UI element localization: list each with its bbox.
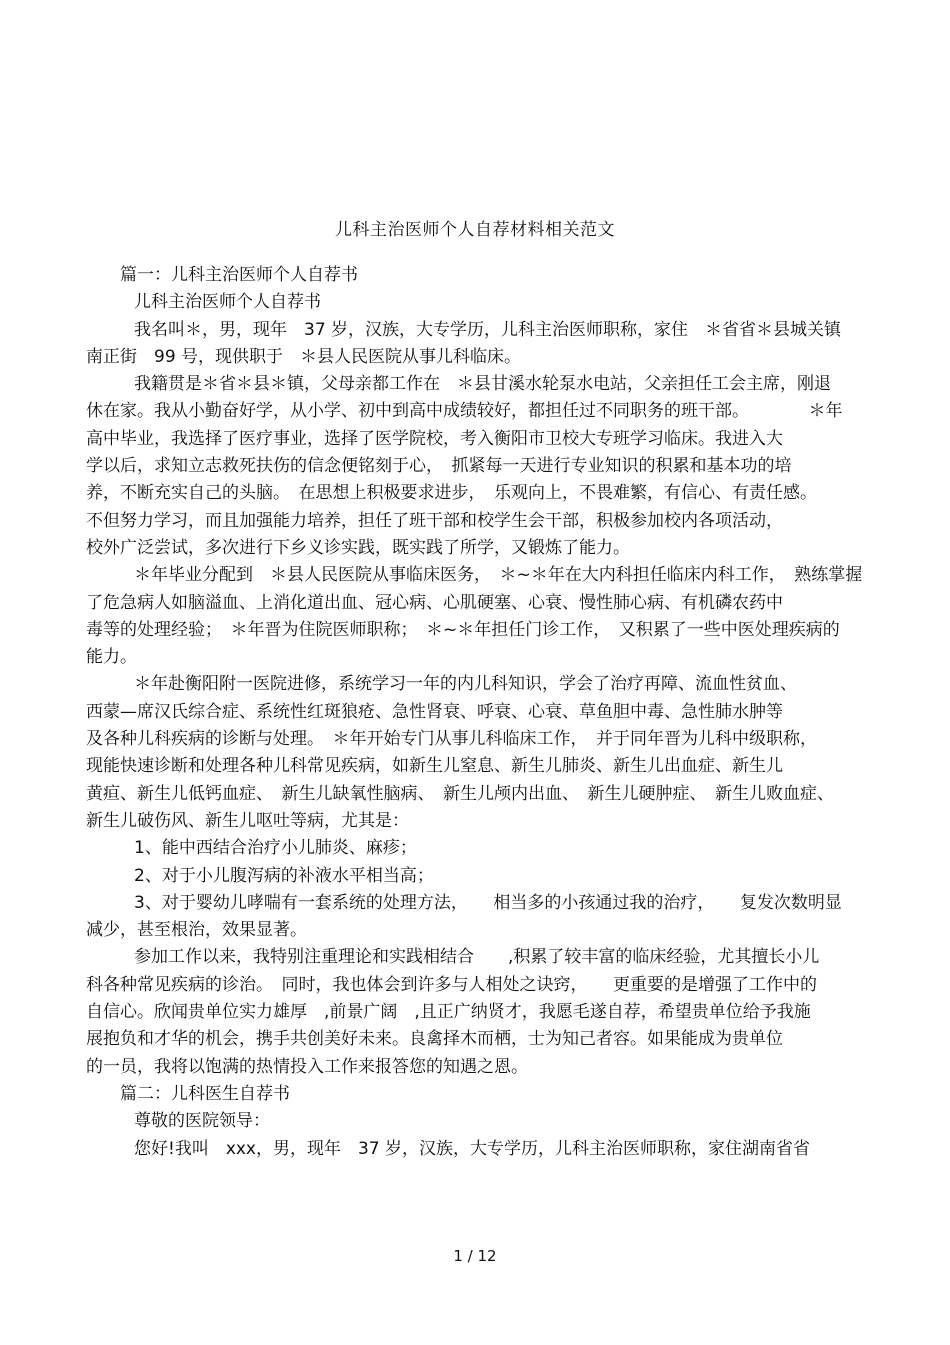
text-line: ＊年赴衡阳附一医院进修，系统学习一年的内儿科知识，学会了治疗再障、流血性贫血、 xyxy=(134,674,797,695)
text-line: 南正街 99 号，现供职于 ＊县人民医院从事儿科临床。 xyxy=(86,346,522,367)
text-line: 3、对于婴幼儿哮喘有一套系统的处理方法， 相当多的小孩通过我的治疗， 复发次数明显 xyxy=(134,892,842,913)
text-line: 不但努力学习，而且加强能力培养，担任了班干部和校学生会干部，积极参加校内各项活动， xyxy=(86,510,783,531)
text-line: 篇二：儿科医生自荐书 xyxy=(120,1083,290,1104)
text-line: 现能快速诊断和处理各种儿科常见疾病，如新生儿窒息、新生儿肺炎、新生儿出血症、新生儿 xyxy=(86,756,783,777)
text-line: 了危急病人如脑溢血、上消化道出血、冠心病、心肌硬塞、心衰、慢性肺心病、有机磷农药中 xyxy=(86,592,783,613)
text-line: 的一员，我将以饱满的热情投入工作来报答您的知遇之恩。 xyxy=(86,1056,528,1077)
text-line: 西蒙—席汉氏综合症、系统性红斑狼疮、急性肾衰、呼衰、心衰、草鱼胆中毒、急性肺水肿等 xyxy=(86,701,783,722)
document-body xyxy=(86,262,866,1163)
text-line: 自信心。欣闻贵单位实力雄厚 ,前景广阔 ,且正广纳贤才，我愿毛遂自荐，希望贵单位给予我施 xyxy=(86,1002,811,1023)
text-line: 及各种儿科疾病的诊断与处理。 ＊年开始专门从事儿科临床工作， 并于同年晋为儿科中级职称， xyxy=(86,729,817,750)
text-line: 校外广泛尝试，多次进行下乡义诊实践，既实践了所学，又锻炼了能力。 xyxy=(86,537,630,558)
text-line: 我名叫＊，男，现年 37 岁，汉族，大专学历，儿科主治医师职称，家住 ＊省省＊县城关镇 xyxy=(134,319,842,340)
document-title: 儿科主治医师个人自荐材料相关范文 xyxy=(335,220,615,240)
text-line: ＊年毕业分配到 ＊县人民医院从事临床医务， ＊~＊年在大内科担任临床内科工作， 熟练掌握 xyxy=(134,565,863,586)
text-line: 您好!我叫 xxx，男，现年 37 岁，汉族，大专学历，儿科主治医师职称，家住湖南省省 xyxy=(134,1138,811,1159)
text-line: 休在家。我从小勤奋好学，从小学、初中到高中成绩较好，都担任过不同职务的班干部。 ＊年 xyxy=(86,401,843,422)
text-line: 展抱负和才华的机会，携手共创美好未来。良禽择木而栖，士为知己者容。如果能成为贵单位 xyxy=(86,1029,783,1050)
text-line: 儿科主治医师个人自荐书 xyxy=(134,292,321,313)
text-line: 黄疸、新生儿低钙血症、 新生儿缺氧性脑病、 新生儿颅内出血、 新生儿硬肿症、 新生儿败血症、 xyxy=(86,783,834,804)
text-line: 养，不断充实自己的头脑。 在思想上积极要求进步， 乐观向上，不畏难繁，有信心、有责任感。 xyxy=(86,483,817,504)
text-line: 减少，甚至根治，效果显著。 xyxy=(86,920,307,941)
text-line: 2、对于小儿腹泻病的补液水平相当高； xyxy=(134,865,434,886)
text-line: 毒等的处理经验； ＊年晋为住院医师职称； ＊~＊年担任门诊工作， 又积累了一些中医处理疾病的 xyxy=(86,619,840,640)
text-line: 篇一：儿科主治医师个人自荐书 xyxy=(120,265,358,285)
text-line: 尊敬的医院领导： xyxy=(134,1111,270,1132)
text-line: 科各种常见疾病的诊治。 同时，我也体会到许多与人相处之诀窍， 更重要的是增强了工作中的 xyxy=(86,974,817,995)
text-line: 能力。 xyxy=(86,647,137,668)
text-line: 高中毕业，我选择了医疗事业，选择了医学院校，考入衡阳市卫校大专班学习临床。我进入大 xyxy=(86,428,783,449)
text-line: 参加工作以来，我特别注重理论和实践相结合 ,积累了较丰富的临床经验，尤其擅长小儿 xyxy=(134,947,820,968)
text-line: 1、能中西结合治疗小儿肺炎、麻疹； xyxy=(134,838,417,859)
page-number: 1 / 12 xyxy=(453,1247,497,1265)
text-line: 学以后，求知立志救死扶伤的信念便铭刻于心， 抓紧每一天进行专业知识的积累和基本功的培 xyxy=(86,456,792,477)
text-line: 我籍贯是＊省＊县＊镇，父母亲都工作在 ＊县甘溪水轮泵水电站，父亲担任工会主席，刚退 xyxy=(134,374,831,395)
text-line: 新生儿破伤风、新生儿呕吐等病，尤其是： xyxy=(86,810,409,831)
